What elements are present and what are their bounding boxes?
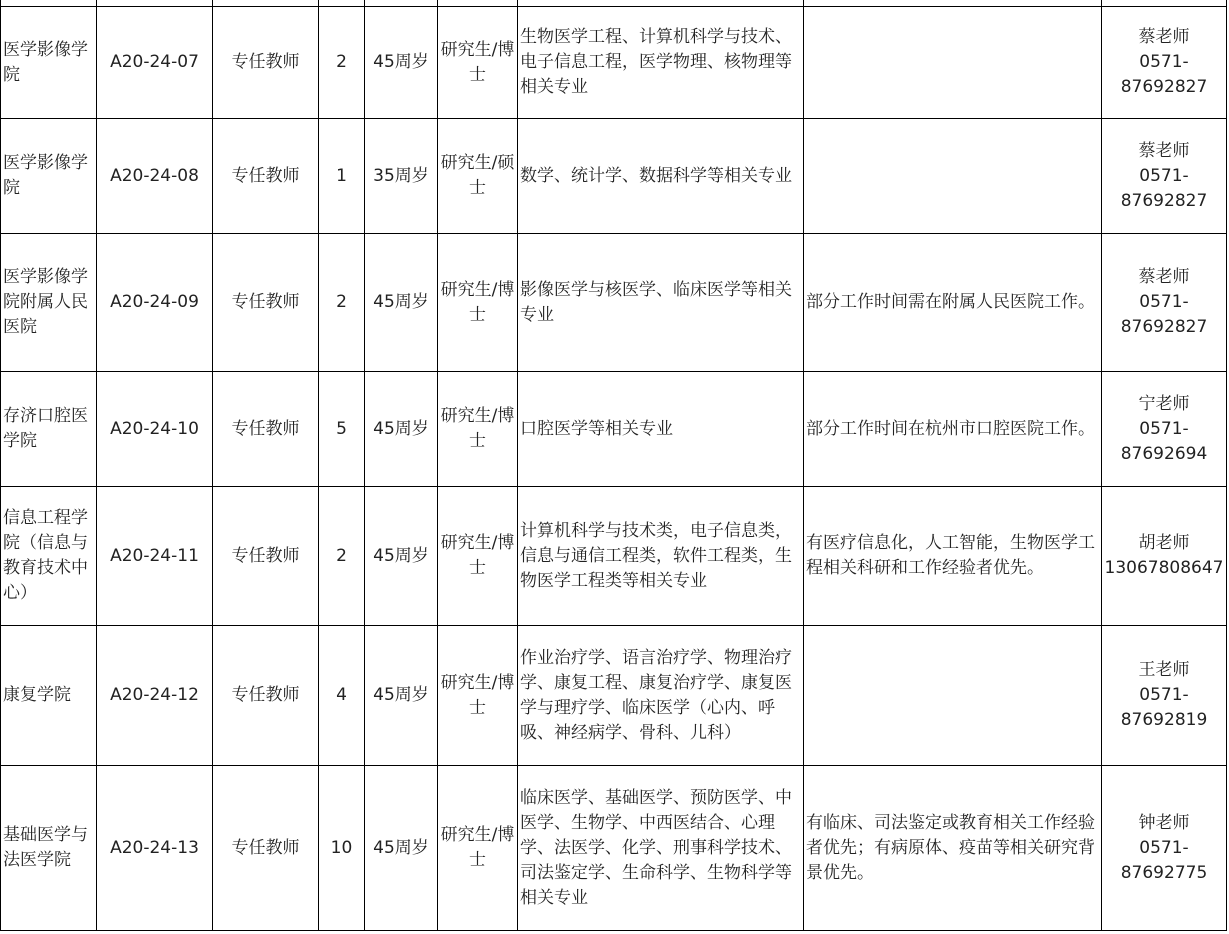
age-limit-cell: 45周岁 [365,234,438,372]
contact-area-code: 0571- [1139,837,1189,858]
major-cell: 口腔医学等相关专业 [518,372,804,487]
major-cell: 生物医学工程、计算机科学与技术、电子信息工程，医学物理、核物理等相关专业 [518,7,804,119]
table-row [1,372,1227,487]
notes-cell [804,119,1102,234]
position-type-cell: 专任教师 [213,119,319,234]
contact-name: 钟老师 [1138,812,1190,833]
table-row [1,7,1227,119]
position-code-cell: A20-24-08 [97,119,213,234]
contact-name: 蔡老师 [1138,27,1190,47]
contact-phone: 13067808647 [1104,558,1224,578]
age-limit-cell: 35周岁 [365,119,438,234]
college-cell: 医学影像学院 [1,119,97,234]
contact-cell [1102,487,1227,626]
contact-cell [1102,766,1227,931]
table-row [1,234,1227,372]
contact-phone: 87692819 [1120,710,1208,730]
major-cell: 计算机科学与技术类，电子信息类，信息与通信工程类，软件工程类，生物医学工程类等相关专业 [518,487,804,626]
position-code-cell: A20-24-13 [97,766,213,931]
headcount-cell: 2 [319,487,365,626]
contact-cell [1102,7,1227,119]
headcount-cell: 10 [319,766,365,931]
degree-cell: 研究生/博士 [438,7,518,119]
position-type-cell: 专任教师 [213,487,319,626]
headcount-cell: 5 [319,372,365,487]
college-cell: 医学影像学院 [1,7,97,119]
contact-name: 宁老师 [1138,393,1190,414]
contact-cell [1102,119,1227,234]
notes-cell: 部分工作时间需在附属人民医院工作。 [804,234,1102,372]
contact-cell [1102,234,1227,372]
notes-cell [804,7,1102,119]
contact-area-code: 0571- [1139,292,1189,312]
position-type-cell: 专任教师 [213,234,319,372]
contact-cell [1102,372,1227,487]
degree-cell: 研究生/博士 [438,766,518,931]
contact-area-code: 0571- [1139,52,1189,72]
table-row [1,119,1227,234]
college-cell: 医学影像学院附属人民医院 [1,234,97,372]
headcount-cell: 1 [319,119,365,234]
college-cell: 康复学院 [1,626,97,766]
position-code-cell: A20-24-11 [97,487,213,626]
position-code-cell: A20-24-07 [97,7,213,119]
position-type-cell: 专任教师 [213,7,319,119]
contact-phone: 87692775 [1120,862,1208,883]
college-cell: 存济口腔医学院 [1,372,97,487]
contact-name: 胡老师 [1138,533,1190,553]
position-code-cell: A20-24-10 [97,372,213,487]
position-type-cell: 专任教师 [213,626,319,766]
degree-cell: 研究生/博士 [438,487,518,626]
contact-cell [1102,626,1227,766]
headcount-cell: 2 [319,234,365,372]
college-cell: 信息工程学院（信息与教育技术中心） [1,487,97,626]
contact-phone: 87692694 [1120,443,1208,464]
age-limit-cell: 45周岁 [365,766,438,931]
notes-cell [804,626,1102,766]
contact-area-code: 0571- [1139,418,1189,439]
age-limit-cell: 45周岁 [365,7,438,119]
major-cell: 临床医学、基础医学、预防医学、中医学、生物学、中西医结合、心理学、法医学、化学、刑事科学技术、司法鉴定学、生命科学、生物科学等相关专业 [518,766,804,931]
position-type-cell: 专任教师 [213,372,319,487]
contact-area-code: 0571- [1139,165,1189,186]
contact-phone: 87692827 [1120,317,1208,337]
age-limit-cell: 45周岁 [365,372,438,487]
contact-name: 蔡老师 [1138,140,1190,161]
notes-cell: 有医疗信息化，人工智能，生物医学工程相关科研和工作经验者优先。 [804,487,1102,626]
degree-cell: 研究生/硕士 [438,119,518,234]
age-limit-cell: 45周岁 [365,487,438,626]
age-limit-cell: 45周岁 [365,626,438,766]
degree-cell: 研究生/博士 [438,626,518,766]
position-code-cell: A20-24-09 [97,234,213,372]
position-code-cell: A20-24-12 [97,626,213,766]
major-cell: 影像医学与核医学、临床医学等相关专业 [518,234,804,372]
table-row [1,487,1227,626]
table-row [1,766,1227,931]
contact-phone: 87692827 [1120,77,1208,97]
degree-cell: 研究生/博士 [438,234,518,372]
table-row [1,626,1227,766]
major-cell: 作业治疗学、语言治疗学、物理治疗学、康复工程、康复治疗学、康复医学与理疗学、临床医学（心内、呼吸、神经病学、骨科、儿科） [518,626,804,766]
notes-cell: 有临床、司法鉴定或教育相关工作经验者优先；有病原体、疫苗等相关研究背景优先。 [804,766,1102,931]
headcount-cell: 2 [319,7,365,119]
notes-cell: 部分工作时间在杭州市口腔医院工作。 [804,372,1102,487]
degree-cell: 研究生/博士 [438,372,518,487]
headcount-cell: 4 [319,626,365,766]
position-type-cell: 专任教师 [213,766,319,931]
college-cell: 基础医学与法医学院 [1,766,97,931]
contact-name: 王老师 [1138,660,1190,680]
contact-name: 蔡老师 [1138,267,1190,287]
contact-area-code: 0571- [1139,685,1189,705]
major-cell: 数学、统计学、数据科学等相关专业 [518,119,804,234]
contact-phone: 87692827 [1120,190,1208,211]
